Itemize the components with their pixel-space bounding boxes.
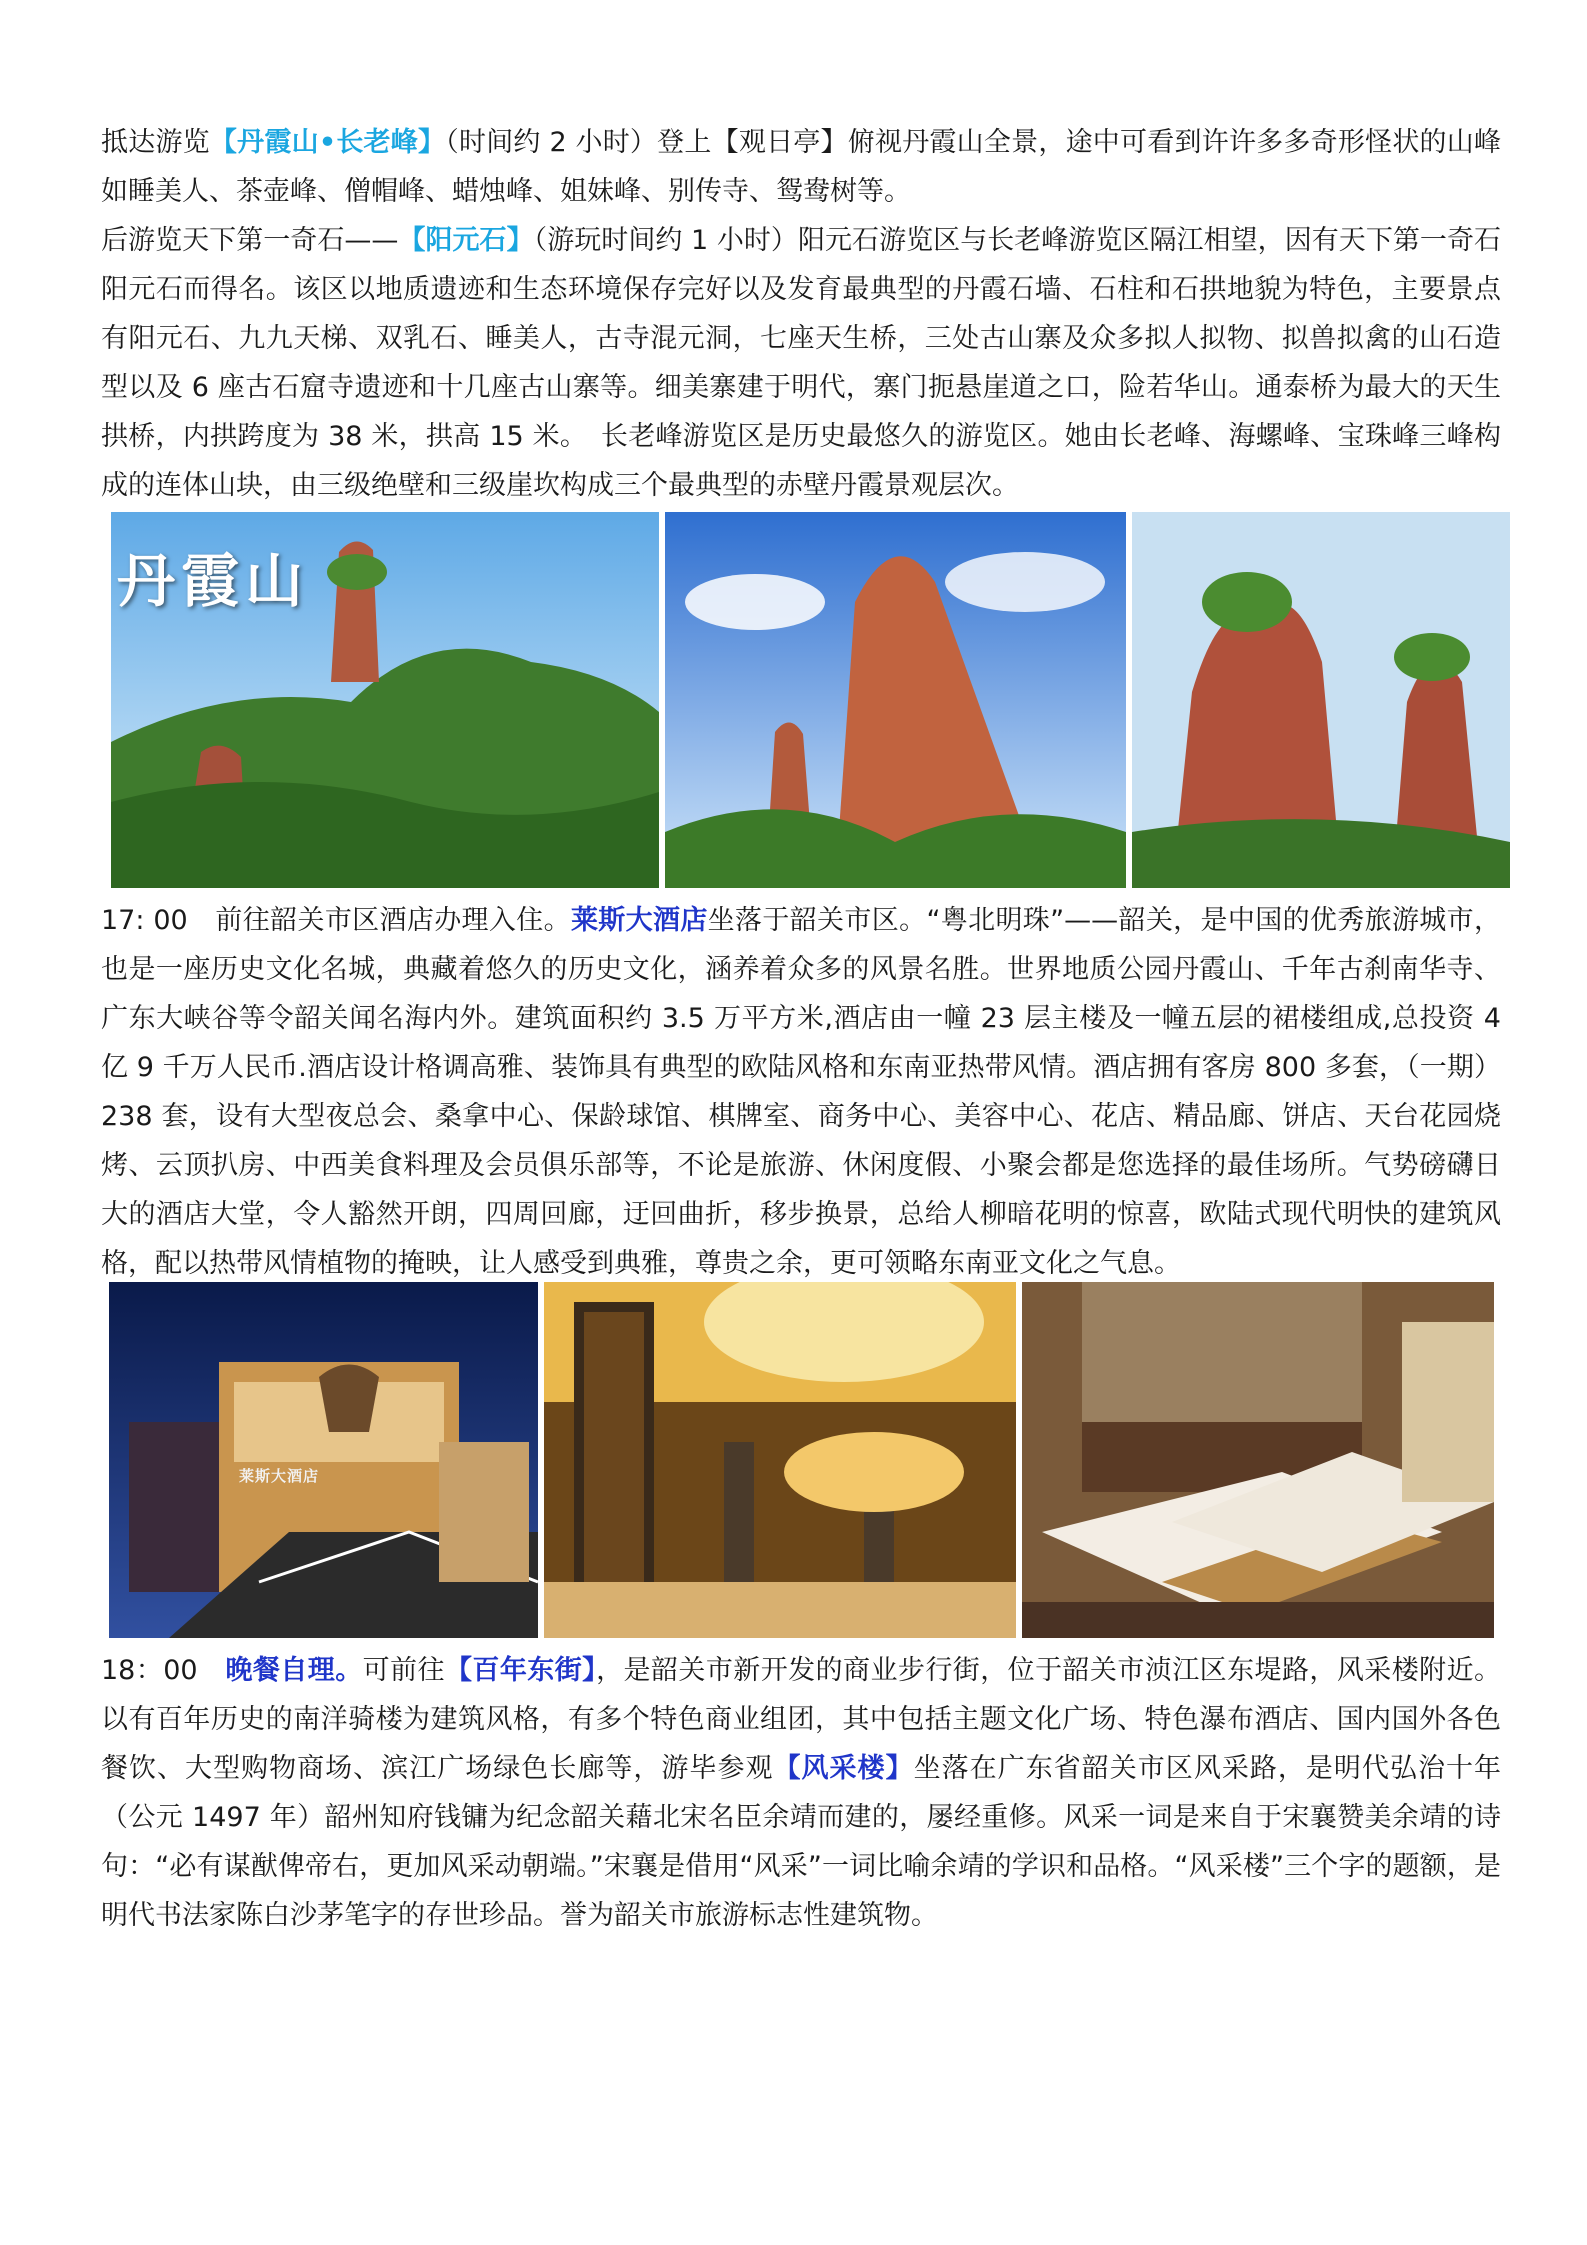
highlight-hotel-name: 莱斯大酒店 <box>570 905 708 936</box>
paragraph-evening <box>101 1646 1501 1940</box>
highlight-dinner: 晚餐自理。 <box>225 1655 363 1686</box>
highlight-yangyuan-stone: 【阳元石】 <box>398 225 534 256</box>
text: 坐落在广东省韶关市区风采路，是明代弘治十年（公元 1497 年）韶州知府钱镛为纪念韶关藉北宋名臣余靖而建的，屡经重修。风采一词是来自于宋襄赞美余靖的诗句：“必有谋猷俾帝右，更加风采动朝端。”宋襄是借用“风采”一词比喻余靖的学识和品格。“风采楼”三个字的题额，是明代书法家陈白沙茅笔字的存世珍品。誉为韶关市旅游标志性建筑物。 <box>101 1753 1502 1931</box>
photo-danxia-peak <box>665 512 1126 888</box>
photo-hotel-lobby <box>544 1282 1016 1638</box>
text: （游玩时间约 1 小时）阳元石游览区与长老峰游览区隔江相望，因有天下第一奇石阳元石而得名。该区以地质遗迹和生态环境保存完好以及发育最典型的丹霞石墙、石柱和石拱地貌为特色，主要景点有阳元石、九九天梯、双乳石、睡美人，古寺混元洞，七座天生桥，三处古山寨及众多拟人拟物、拟兽拟禽的山石造型以及 6 座古石窟寺遗迹和十几座古山寨等。细美寨建于明代，寨门扼悬崖道之口，险若华山。通泰桥为最大的天生拱桥，内拱跨度为 38 米，拱高 15 米。 长老峰游览区是历史最悠久的游览区。她由长老峰、海螺峰、宝珠峰三峰构成的连体山块，由三级绝壁和三级崖坎构成三个最典型的赤壁丹霞景观层次。 <box>101 225 1502 501</box>
text: （时间约 2 小时）登上【观日亭】俯视丹霞山全景，途中可看到许许多多奇形怪状的山峰如睡美人、茶壶峰、僧帽峰、蜡烛峰、姐妹峰、别传寺、鸳鸯树等。 <box>101 127 1502 207</box>
photo-hotel-exterior <box>109 1282 538 1638</box>
text: 可前往 <box>362 1655 445 1686</box>
danxia-overlay-title: 丹霞山 <box>117 547 310 615</box>
text: 后游览天下第一奇石—— <box>101 225 399 256</box>
photo-danxia-panorama <box>111 512 659 888</box>
danxia-photo-row <box>111 512 1510 888</box>
highlight-bainian-street: 【百年东街】 <box>444 1655 597 1686</box>
text: 18：00 <box>101 1655 226 1686</box>
highlight-fengcai-tower: 【风采楼】 <box>773 1753 914 1784</box>
paragraph-danxia-intro <box>101 118 1501 216</box>
paragraph-yangyuan-stone <box>101 216 1501 510</box>
text: 坐落于韶关市区。“粤北明珠”——韶关，是中国的优秀旅游城市，也是一座历史文化名城，典藏着悠久的历史文化，涵养着众多的风景名胜。世界地质公园丹霞山、千年古刹南华寺、广东大峡谷等令韶关闻名海内外。建筑面积约 3.5 万平方米,酒店由一幢 23 层主楼及一幢五层的裙楼组成,总投资 4 亿 9 千万人民币.酒店设计格调高雅、装饰具有典型的欧陆风格和东南亚热带风情。酒店拥有客房 800 多套，（一期）238 套，设有大型夜总会、桑拿中心、保龄球馆、棋牌室、商务中心、美容中心、花店、精品廊、饼店、天台花园烧烤、云顶扒房、中西美食料理及会员俱乐部等，不论是旅游、休闲度假、小聚会都是您选择的最佳场所。气势磅礴日大的酒店大堂，令人豁然开朗，四周回廊，迂回曲折，移步换景，总给人柳暗花明的惊喜，欧陆式现代明快的建筑风格，配以热带风情植物的掩映，让人感受到典雅，尊贵之余，更可领略东南亚文化之气息。 <box>101 905 1501 1279</box>
text: 抵达游览 <box>101 127 210 158</box>
hotel-photo-row <box>109 1282 1500 1638</box>
paragraph-hotel <box>101 896 1501 1288</box>
photo-hotel-room <box>1022 1282 1494 1638</box>
photo-danxia-cliffs <box>1132 512 1510 888</box>
text: 17: 00 前往韶关市区酒店办理入住。 <box>101 905 571 936</box>
highlight-danxia-changlao: 【丹霞山•长老峰】 <box>209 127 446 158</box>
text: ，是韶关市新开发的商业步行街，位于韶关市浈江区东堤路，风采楼附近。以有百年历史的南洋骑楼为建筑风格，有多个特色商业组团，其中包括主题文化广场、特色瀑布酒店、国内国外各色餐饮、大型购物商场、滨江广场绿色长廊等，游毕参观 <box>101 1655 1502 1784</box>
hotel-sign-text: 莱斯大酒店 <box>239 1467 320 1485</box>
